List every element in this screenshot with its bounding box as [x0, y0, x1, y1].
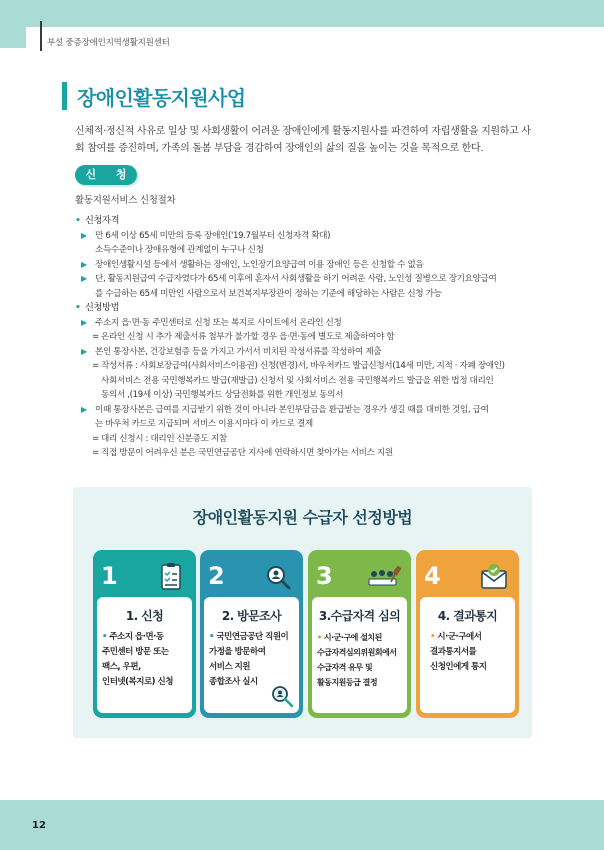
step-card-review [308, 550, 411, 718]
page-title-block [62, 82, 245, 110]
triangle-bullet-icon: ▶ [81, 317, 87, 327]
infographic-title: 장애인활동지원 수급자 선정방법 [192, 508, 413, 527]
list-item: ▶ 이때 통장사본은 급여를 지급받기 위한 것이 아니라 본인부담금을 환급받는 경우가 생길 때를 대비한 것임, 급여 [75, 403, 545, 418]
step-title: 4. 결과통지 [437, 609, 498, 623]
step-card-result [416, 550, 519, 718]
list-item: ▶ 만 6세 이상 65세 미만의 등록 장애인('19.7월부터 신청자격 확대) [75, 229, 545, 244]
triangle-bullet-icon: ▶ [81, 346, 87, 356]
sub-item: = 대리 신청시 : 대리인 신분증도 지참 [92, 433, 227, 444]
step-number: 2 [208, 562, 225, 590]
sub-item: = 온라인 신청 시 추가 제출서류 첨부가 불가할 경우 읍·면·동에 별도로 제출하여야 함 [92, 332, 395, 342]
procedure-label: 활동지원서비스 신청절차 [75, 195, 176, 206]
section-heading-method: • 신청방법 [75, 302, 120, 313]
step-description: • 주소지 읍·면·동 주민센터 방문 또는 팩스, 우편, 인터넷(복지로) 신청 [102, 632, 173, 687]
list-item-continuation: 를 수급하는 65세 미만인 사람으로서 보건복지부장관이 정하는 기준에 해당하는 사람은 신청 가능 [95, 288, 442, 299]
step-title: 2. 방문조사 [221, 609, 282, 623]
sub-item: = 작성서류 : 사회보장급여(사회서비스이용권) 신청(변경)서, 바우처카드 발급신청서(14세 미만, 지적 · 자폐 장애인) [92, 361, 505, 371]
intro-paragraph: 신체적·정신적 사유로 일상 및 사회생활이 어려운 장애인에게 활동지원사를 파견하여 자립생활을 지원하고 사회 참여를 증진하며, 가족의 돌봄 부담을 경감하여 장애인의 삶의 질을 높이는 것을 목적으로 한다. [75, 126, 531, 154]
search-person-icon [269, 683, 295, 709]
list-item: ▶ 단, 활동지원급여 수급자였다가 65세 이후에 혼자서 사회생활을 하기 어려운 사람, 노인성 질병으로 장기요양급여 [75, 272, 545, 287]
envelope-check-icon [479, 562, 509, 592]
step-card-body [204, 597, 299, 713]
magnifier-person-icon [263, 562, 293, 592]
sub-item-continuation: 사회서비스 전용 국민행복카드 발급(재발급) 신청서 및 사회서비스 전용 국민행복카드 발급을 위한 법정 대리인 [101, 375, 494, 386]
list-item-continuation: 는 바우처 카드로 지급되며 서비스 이용시마다 이 카드로 결제 [95, 419, 313, 429]
step-number: 1 [101, 562, 118, 590]
triangle-bullet-icon: ▶ [81, 404, 87, 414]
step-card-body [312, 597, 407, 713]
list-item-continuation: 소득수준이나 장애유형에 관계없이 누구나 신청 [95, 245, 264, 255]
step-card-apply [93, 550, 196, 718]
step-title: 3.수급자격 심의 [318, 609, 401, 623]
step-description: • 시·군·구에 설치된 수급자격심의위원회에서 수급자격 유무 및 활동지원등급 결정 [317, 633, 397, 687]
apply-badge: 신 청 [75, 165, 137, 185]
step-title: 1. 신청 [125, 609, 164, 623]
title-accent-bar [62, 82, 67, 110]
step-description: • 시·군·구에서 결과통지서를 신청인에게 통지 [430, 632, 487, 672]
header-divider [40, 21, 42, 51]
list-item: ▶ 장애인생활시설 등에서 생활하는 장애인, 노인장기요양급여 이용 장애인 등은 신청할 수 없음 [75, 258, 545, 273]
procedure-body [75, 214, 545, 461]
header-band [0, 0, 604, 58]
header-title: 부설 중증장애인지역생활지원센터 [47, 38, 170, 48]
step-number: 3 [316, 562, 333, 590]
sub-item-continuation: 동의서 ,(19세 이상) 국민행복카드 상담전화를 위한 개인정보 동의서 [101, 390, 344, 400]
triangle-bullet-icon: ▶ [81, 259, 87, 269]
selection-infographic [73, 487, 532, 738]
step-description: • 국민연금공단 직원이 가정을 방문하여 서비스 지원 종합조사 실시 [209, 632, 289, 687]
footer-band [0, 800, 604, 850]
page-number: 12 [32, 820, 46, 831]
list-item: ▶ 본인 통장사본, 건강보험증 등을 가지고 가서서 비치된 작성서류를 작성하여 제출 [75, 345, 545, 360]
section-heading-eligibility: • 신청자격 [75, 215, 120, 226]
step-card-body [420, 597, 515, 713]
triangle-bullet-icon: ▶ [81, 230, 87, 240]
triangle-bullet-icon: ▶ [81, 274, 87, 283]
step-number: 4 [424, 562, 441, 590]
committee-gavel-icon [365, 562, 405, 592]
list-item: ▶ 주소지 읍·면·동 주민센터로 신청 또는 복지로 사이트에서 온라인 신청 [75, 316, 545, 331]
step-card-visit [200, 550, 303, 718]
step-card-body [97, 597, 192, 713]
checklist-icon [156, 562, 186, 592]
sub-item: = 직접 방문이 어려우신 분은 국민연금공단 지사에 연락하시면 찾아가는 서비스 지원 [92, 448, 393, 458]
page-title: 장애인활동지원사업 [77, 85, 246, 110]
